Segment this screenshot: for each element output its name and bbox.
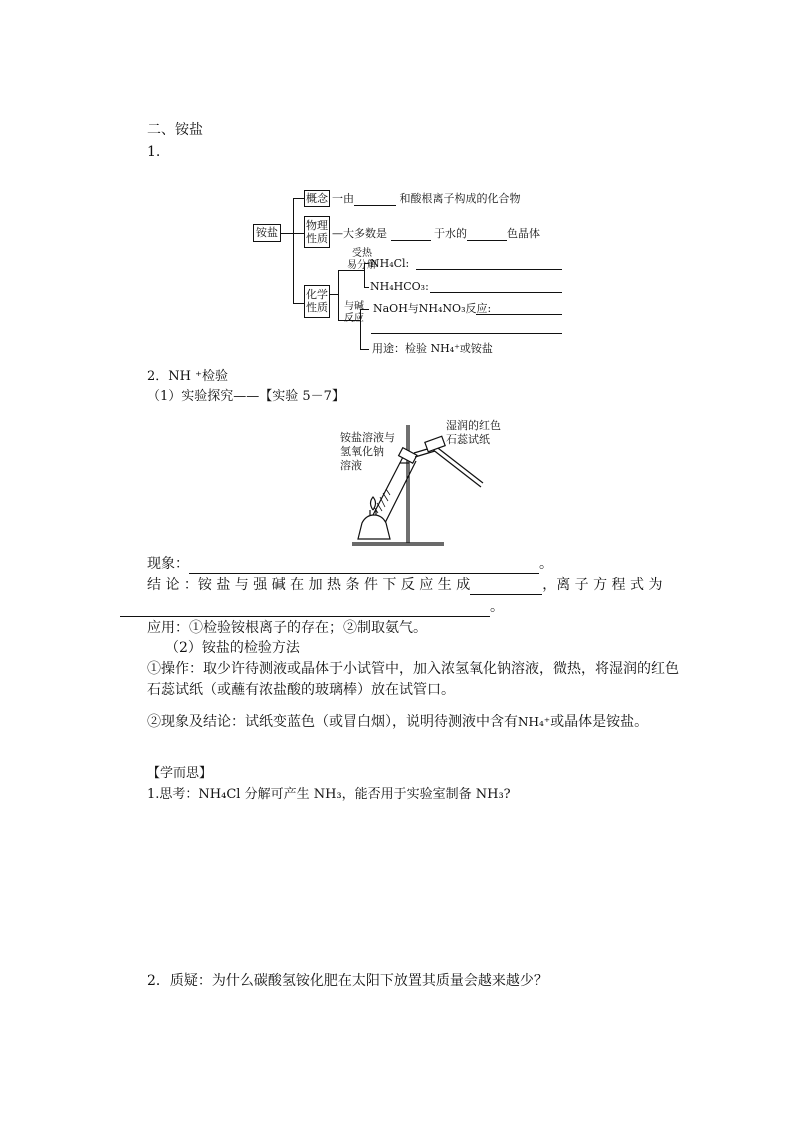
nh4hco3-label: NH₄HCO₃: xyxy=(370,280,429,293)
diagram-physical-box: 物理 性质 xyxy=(304,216,330,248)
diagram-chemical-box: 化学 性质 xyxy=(304,285,330,318)
item-2-title: 2．NH ⁺检验 xyxy=(147,369,228,384)
apparatus-drawing xyxy=(340,415,500,550)
conclusion-line: 结 论 ：铵 盐 与 强 碱 在 加 热 条 件 下 反 应 生 成 ，离 子 方 程 式 为 xyxy=(147,577,663,593)
experiment-title: （1）实验探究——【实验 5－7】 xyxy=(147,389,345,404)
apparatus-label-right: 湿润的红色 石蕊试纸 xyxy=(446,419,501,446)
usage-label: 用途：检验 NH₄⁺或铵盐 xyxy=(372,342,493,355)
diagram-concept-box: 概念 xyxy=(306,192,328,205)
naoh-reaction-label: NaOH与NH₄NO₃反应: xyxy=(373,302,492,315)
equation-blank: 。 xyxy=(120,597,504,617)
question-2: 2．质疑：为什么碳酸氢铵化肥在太阳下放置其质量会越来越少？ xyxy=(147,973,548,989)
result-line: ②现象及结论：试纸变蓝色（或冒白烟），说明待测液中含有NH₄⁺或晶体是铵盐。 xyxy=(147,714,649,730)
diagram-root-box: 铵盐 xyxy=(253,224,281,242)
nh4cl-label: NH₄Cl: xyxy=(370,257,410,270)
heat-label: 受热 易分解 xyxy=(347,248,377,271)
physical-text: —大多数是 于水的 色晶体 xyxy=(332,227,540,240)
operation-line-1: ①操作：取少许待测液或晶体于小试管中，加入浓氢氧化钠溶液，微热，将湿润的红色 xyxy=(147,661,679,677)
ammonium-ion: NH₄⁺ xyxy=(518,715,551,729)
operation-line-2: 石蕊试纸（或蘸有浓盐酸的玻璃棒）放在试管口。 xyxy=(147,682,455,698)
concept-text: 一由 和酸根离子构成的化合物 xyxy=(332,192,521,205)
item-1-number: 1. xyxy=(147,144,161,160)
section-title: 二、铵盐 xyxy=(147,122,203,138)
apparatus-label-left: 铵盐溶液与 氢氧化钠 溶液 xyxy=(340,431,395,472)
application-line: 应用：①检验铵根离子的存在；②制取氨气。 xyxy=(147,620,427,636)
phenomenon-line: 现象： 。 xyxy=(147,556,553,572)
alkali-label: 与碱 反应 xyxy=(344,301,364,324)
question-1: 1.思考：NH₄Cl 分解可产生 NH₃，能否用于实验室制备 NH₃? xyxy=(147,787,511,802)
method-title: （2）铵盐的检验方法 xyxy=(165,640,300,656)
think-heading: 【学而思】 xyxy=(147,766,213,781)
